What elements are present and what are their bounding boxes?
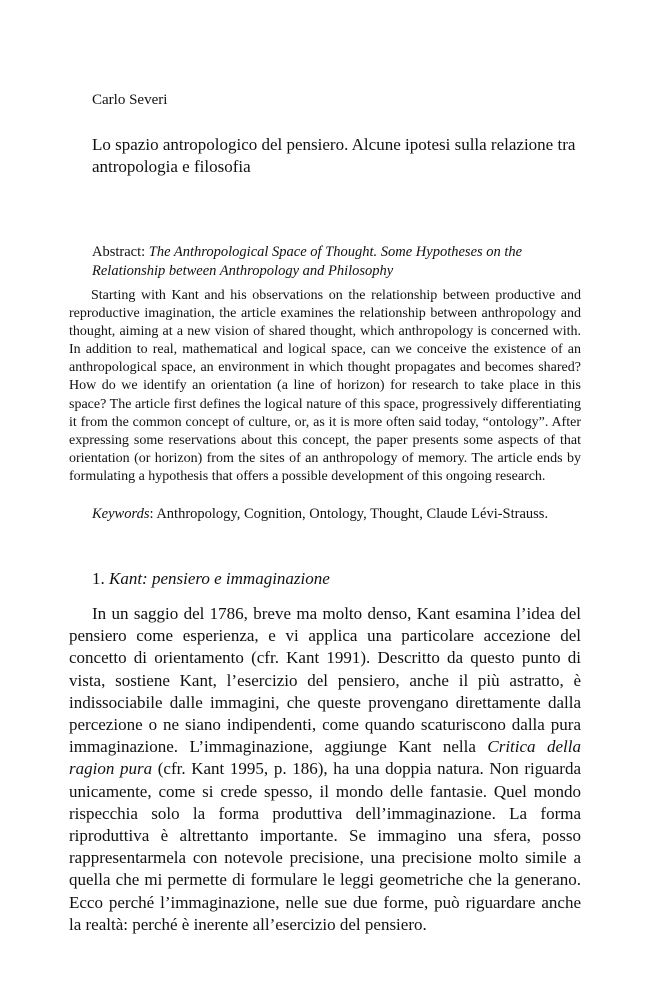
abstract-english-title: The Anthropological Space of Thought. Some Hypotheses on the Relationship between Anthropology and Philosophy (92, 244, 523, 279)
cited-work-title: Critica della ragion pura (69, 737, 581, 779)
article-title: Lo spazio antropologico del pensiero. Alcune ipotesi sulla relazione tra antropologia e filosofia (92, 135, 576, 176)
body-text-part1: In un saggio del 1786, breve ma molto denso, Kant esamina l’idea del pensiero come esperienza, e vi applica una particolare accezione del concetto di orientamento (cfr. Kant 1991). Descritto da questo punto di vista, sostiene Kant, l’esercizio del pensiero, anche il più astratto, è indissociabile dalle immagini, che queste provengano direttamente dalla percezione o ne siano indipendenti, come quando scaturiscono dalla pura immaginazione. L’immaginazione, aggiunge Kant nella (69, 604, 581, 757)
section-title: Kant: pensiero e immaginazione (109, 569, 330, 588)
keywords-label: Keywords (92, 506, 150, 522)
abstract-heading (92, 243, 582, 281)
author-name: Carlo Severi (92, 92, 168, 108)
abstract-label: Abstract: (92, 244, 149, 260)
section-heading (92, 568, 330, 590)
section-number: 1. (92, 569, 109, 588)
keywords-line (92, 505, 582, 524)
abstract-text: Starting with Kant and his observations on the relationship between productive and reproductive imagination, the article examines the relationship between anthropology and thought, aiming at a new vision of shared thought, which anthropology is concerned with. In addition to real, mathematical and logical space, can we conceive the existence of an anthropological space, an environment in which thought propagates and becomes shared? How do we identify an orientation (a line of horizon) for research to take place in this space? The article first defines the logical nature of this space, progressively differentiating it from the common concept of culture, or, as it is more often said today, “ontology”. After expressing some reservations about this concept, the paper presents some aspects of that orientation (or horizon) from the sites of an anthropology of memory. The article ends by formulating a hypothesis that offers a possible development of this ongoing research. (69, 288, 581, 484)
body-text-part2: (cfr. Kant 1995, p. 186), ha una doppia natura. Non riguarda unicamente, come si crede spesso, il mondo delle fantasie. Quel mondo rispecchia solo la forma produttiva dell’immaginazione. La forma riproduttiva è altrettanto importante. Se immagino una sfera, posso rappresentarmela con notevole precisione, una precisione molto simile a quella che mi permette di formulare le leggi geometriche che la generano. Ecco perché l’immaginazione, nelle sue due forme, può riguardare anche la realtà: perché è inerente all’esercizio del pensiero. (69, 759, 581, 934)
keywords-text: : Anthropology, Cognition, Ontology, Thought, Claude Lévi-Strauss. (149, 506, 549, 522)
body-paragraph (69, 603, 581, 936)
